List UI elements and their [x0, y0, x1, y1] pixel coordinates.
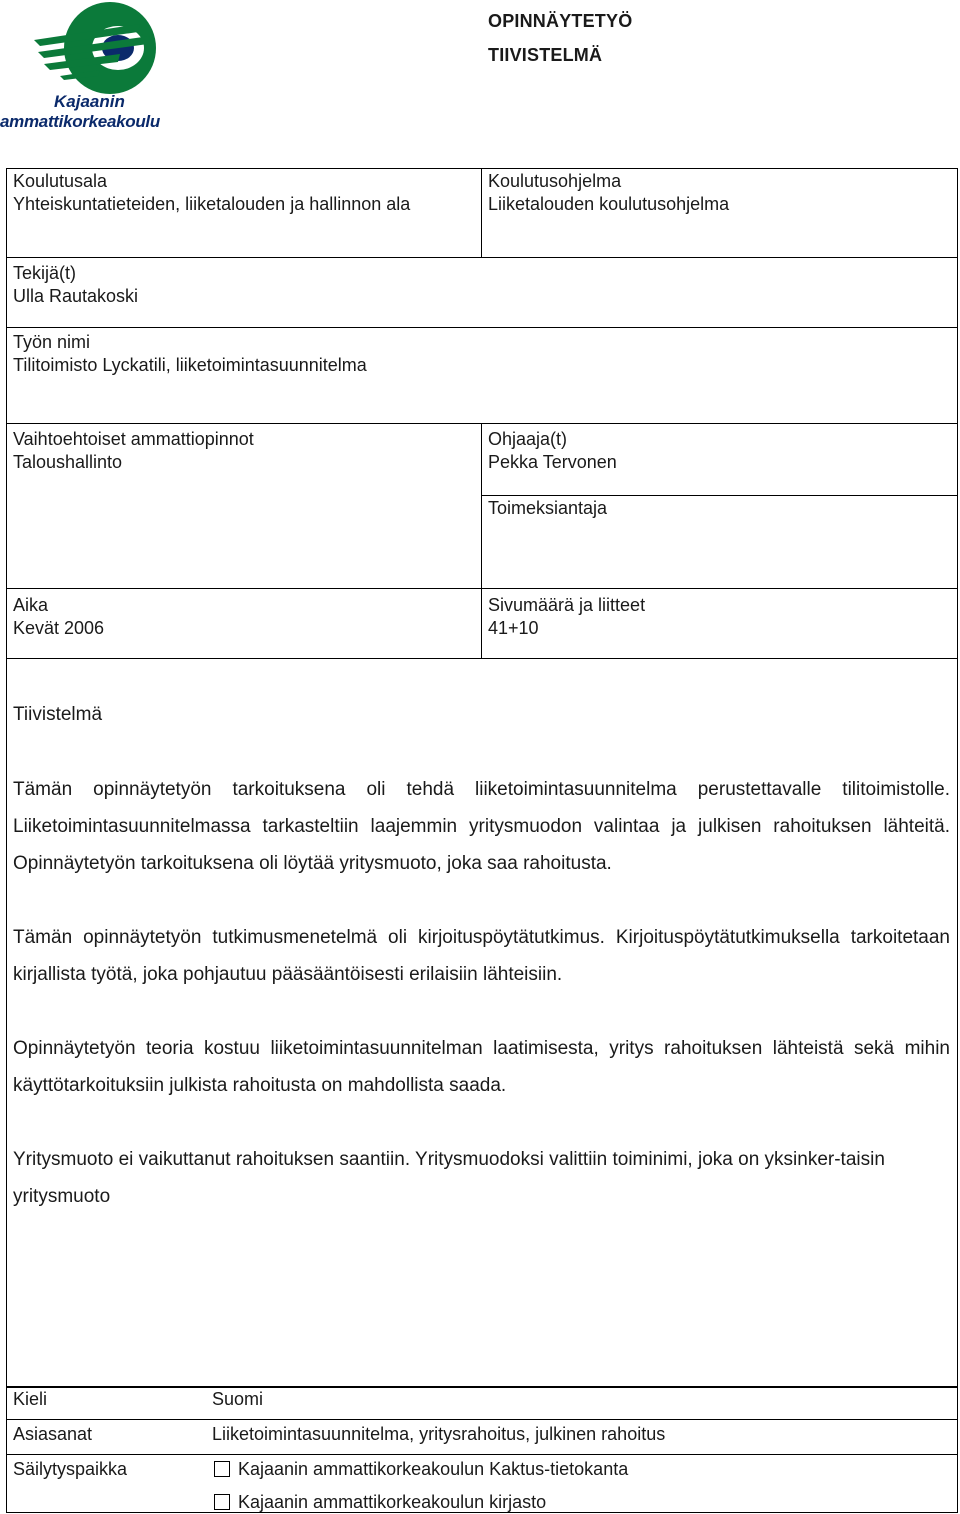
- field-value: Kevät 2006: [13, 618, 105, 638]
- kieli-label: Kieli: [13, 1389, 48, 1409]
- field-koulutusohjelma: [488, 170, 729, 216]
- doc-type-title: OPINNÄYTETYÖ: [488, 11, 633, 31]
- storage-option-kirjasto[interactable]: [214, 1491, 546, 1514]
- field-label: Työn nimi: [13, 332, 91, 352]
- logo-text-line2: ammattikorkeakoulu: [0, 112, 160, 131]
- field-value: Taloushallinto: [13, 452, 123, 472]
- field-value: Pekka Tervonen: [488, 452, 617, 472]
- field-sivumaara: [488, 594, 645, 640]
- logo-text-line1: Kajaanin: [54, 92, 125, 111]
- field-value: Yhteiskuntatieteiden, liiketalouden ja hallinnon ala: [13, 194, 411, 214]
- abstract-paragraph-3: Opinnäytetyön teoria kostuu liiketoimintasuunnitelman laatimisesta, yritys rahoituksen lähteistä sekä mihin käyttötarkoituksiin julkista rahoitusta on mahdollista saada.: [13, 1038, 950, 1096]
- field-vaihtoehtoiset: [13, 428, 254, 474]
- field-koulutusala: [13, 170, 410, 216]
- kamk-logo: [0, 0, 200, 140]
- field-value: Tilitoimisto Lyckatili, liiketoimintasuunnitelma: [13, 355, 367, 375]
- field-label: Tekijä(t): [13, 263, 77, 283]
- sailytyspaikka-label: Säilytyspaikka: [13, 1459, 128, 1479]
- field-tekija: [13, 262, 138, 308]
- kieli-value: Suomi: [212, 1389, 264, 1409]
- thesis-info-form: [6, 168, 958, 659]
- field-label: Aika: [13, 595, 49, 615]
- asiasanat-label: Asiasanat: [13, 1424, 93, 1444]
- asiasanat-value: Liiketoimintasuunnitelma, yritysrahoitus, julkinen rahoitus: [212, 1424, 666, 1444]
- field-label: Sivumäärä ja liitteet: [488, 595, 646, 615]
- doc-subtitle: TIIVISTELMÄ: [488, 45, 603, 65]
- checkbox-icon[interactable]: [214, 1494, 230, 1510]
- field-toimeksiantaja: [488, 497, 607, 520]
- abstract-paragraph-2: Tämän opinnäytetyön tutkimusmenetelmä oli kirjoituspöytätutkimus. Kirjoituspöytätutkimuksella tarkoitetaan kirjallista työtä, joka pohjautuu pääsääntöisesti erilaisiin lähteisiin.: [13, 927, 950, 985]
- abstract-heading: Tiivistelmä: [13, 704, 103, 725]
- field-value: 41+10: [488, 618, 539, 638]
- field-value: Ulla Rautakoski: [13, 286, 139, 306]
- checkbox-icon[interactable]: [214, 1461, 230, 1477]
- abstract-paragraph-1: Tämän opinnäytetyön tarkoituksena oli tehdä liiketoimintasuunnitelma perustettavalle tilitoimistolle. Liiketoimintasuunnitelmassa tarkasteltiin laajemmin yritysmuodon valintaa ja julkisen rahoituksen lähteitä. Opinnäytetyön tarkoituksena oli löytää yritysmuoto, joka saa rahoitusta.: [13, 779, 950, 874]
- storage-option-kaktus[interactable]: [214, 1458, 628, 1481]
- field-label: Vaihtoehtoiset ammattiopinnot: [13, 429, 254, 449]
- field-label: Koulutusohjelma: [488, 171, 622, 191]
- field-ohjaaja: [488, 428, 617, 474]
- option-label: Kajaanin ammattikorkeakoulun Kaktus-tietokanta: [238, 1459, 629, 1479]
- field-label: Koulutusala: [13, 171, 108, 191]
- field-label: Ohjaaja(t): [488, 429, 568, 449]
- field-value: Liiketalouden koulutusohjelma: [488, 194, 730, 214]
- logo-emblem-icon: [0, 0, 200, 100]
- field-label: Toimeksiantaja: [488, 498, 608, 518]
- field-tyon-nimi: [13, 331, 367, 377]
- field-aika: [13, 594, 104, 640]
- option-label: Kajaanin ammattikorkeakoulun kirjasto: [238, 1492, 547, 1512]
- abstract-paragraph-4: Yritysmuoto ei vaikuttanut rahoituksen saantiin. Yritysmuodoksi valittiin toiminimi, joka on yksinker-taisin yritysmuoto: [13, 1149, 885, 1207]
- abstract-section: [6, 658, 958, 1388]
